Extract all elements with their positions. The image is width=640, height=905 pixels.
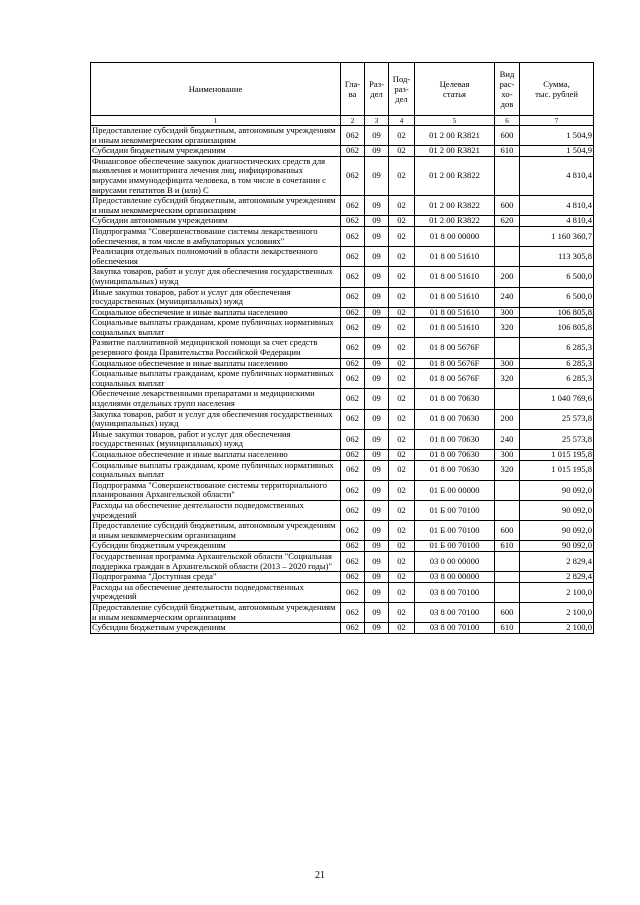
- row-expense-type: 200: [495, 267, 520, 287]
- row-amount: 25 573,8: [520, 409, 594, 429]
- row-podrazdel: 02: [389, 521, 415, 541]
- table-row: [91, 389, 594, 409]
- table-row: [91, 551, 594, 571]
- table-row: [91, 582, 594, 602]
- row-target-article: 01 8 00 70630: [415, 409, 495, 429]
- row-expense-type: [495, 551, 520, 571]
- row-razdel: 09: [365, 196, 389, 216]
- row-glava: 062: [341, 582, 365, 602]
- header-glava-text: Гла- ва: [344, 79, 361, 99]
- row-glava: 062: [341, 338, 365, 358]
- row-name: Субсидии бюджетным учреждениям: [91, 623, 341, 634]
- row-name: Субсидии бюджетным учреждениям: [91, 541, 341, 552]
- row-glava: 062: [341, 226, 365, 246]
- row-expense-type: 300: [495, 450, 520, 461]
- row-glava: 062: [341, 358, 365, 369]
- row-name: Социальные выплаты гражданам, кроме публичных нормативных социальных выплат: [91, 318, 341, 338]
- table-row: [91, 126, 594, 146]
- table-row: [91, 450, 594, 461]
- row-expense-type: 600: [495, 126, 520, 146]
- row-target-article: 01 Б 00 70100: [415, 521, 495, 541]
- header-podrazdel: [389, 63, 415, 116]
- header-razdel-text: Раз- дел: [369, 79, 384, 99]
- row-glava: 062: [341, 572, 365, 583]
- table-row: [91, 409, 594, 429]
- row-podrazdel: 02: [389, 226, 415, 246]
- row-target-article: 01 2 00 R3821: [415, 146, 495, 157]
- row-glava: 062: [341, 156, 365, 195]
- row-podrazdel: 02: [389, 551, 415, 571]
- row-expense-type: [495, 572, 520, 583]
- row-name: Закупка товаров, работ и услуг для обеспечения государственных (муниципальных) нужд: [91, 267, 341, 287]
- row-target-article: 01 8 00 51610: [415, 287, 495, 307]
- row-amount: 6 500,0: [520, 287, 594, 307]
- row-amount: 2 829,4: [520, 572, 594, 583]
- row-razdel: 09: [365, 156, 389, 195]
- row-amount: 90 092,0: [520, 541, 594, 552]
- table-row: [91, 521, 594, 541]
- row-podrazdel: 02: [389, 338, 415, 358]
- row-glava: 062: [341, 267, 365, 287]
- row-razdel: 09: [365, 267, 389, 287]
- row-podrazdel: 02: [389, 480, 415, 500]
- row-amount: 1 015 195,8: [520, 450, 594, 461]
- row-name: Предоставление субсидий бюджетным, автономным учреждениям и иным некоммерческим организациям: [91, 602, 341, 622]
- row-glava: 062: [341, 389, 365, 409]
- row-amount: 90 092,0: [520, 480, 594, 500]
- row-expense-type: 620: [495, 216, 520, 227]
- row-glava: 062: [341, 247, 365, 267]
- row-name: Субсидии бюджетным учреждениям: [91, 146, 341, 157]
- table-row: [91, 156, 594, 195]
- row-amount: 4 810,4: [520, 156, 594, 195]
- row-target-article: 01 8 00 51610: [415, 318, 495, 338]
- table-row: [91, 146, 594, 157]
- row-amount: 6 285,3: [520, 369, 594, 389]
- row-name: Расходы на обеспечение деятельности подведомственных учреждений: [91, 582, 341, 602]
- table-row: [91, 196, 594, 216]
- row-target-article: 01 8 00 70630: [415, 460, 495, 480]
- row-amount: 2 829,4: [520, 551, 594, 571]
- row-target-article: 01 8 00 51610: [415, 247, 495, 267]
- row-target-article: 01 8 00 00000: [415, 226, 495, 246]
- row-razdel: 09: [365, 500, 389, 520]
- row-expense-type: [495, 500, 520, 520]
- row-razdel: 09: [365, 602, 389, 622]
- row-razdel: 09: [365, 247, 389, 267]
- row-name: Социальное обеспечение и иные выплаты населению: [91, 307, 341, 318]
- row-glava: 062: [341, 500, 365, 520]
- row-razdel: 09: [365, 480, 389, 500]
- row-razdel: 09: [365, 338, 389, 358]
- column-number-row: [91, 116, 594, 126]
- row-target-article: 03 8 00 70100: [415, 582, 495, 602]
- header-sum-text: Сумма, тыс. рублей: [535, 79, 578, 99]
- row-podrazdel: 02: [389, 429, 415, 449]
- row-razdel: 09: [365, 216, 389, 227]
- row-glava: 062: [341, 369, 365, 389]
- row-podrazdel: 02: [389, 196, 415, 216]
- row-podrazdel: 02: [389, 460, 415, 480]
- header-razdel: [365, 63, 389, 116]
- row-target-article: 01 Б 00 70100: [415, 500, 495, 520]
- row-expense-type: [495, 582, 520, 602]
- row-podrazdel: 02: [389, 247, 415, 267]
- row-podrazdel: 02: [389, 126, 415, 146]
- row-expense-type: [495, 480, 520, 500]
- row-glava: 062: [341, 541, 365, 552]
- row-podrazdel: 02: [389, 318, 415, 338]
- row-amount: 1 160 360,7: [520, 226, 594, 246]
- row-podrazdel: 02: [389, 389, 415, 409]
- table-row: [91, 429, 594, 449]
- row-podrazdel: 02: [389, 267, 415, 287]
- row-name: Подпрограмма "Совершенствование системы лекарственного обеспечения, в том числе в амбулаторных условиях": [91, 226, 341, 246]
- row-amount: 90 092,0: [520, 521, 594, 541]
- row-glava: 062: [341, 450, 365, 461]
- row-name: Предоставление субсидий бюджетным, автономным учреждениям и иным некоммерческим организациям: [91, 196, 341, 216]
- row-podrazdel: 02: [389, 156, 415, 195]
- row-target-article: 01 Б 00 00000: [415, 480, 495, 500]
- table-row: [91, 541, 594, 552]
- row-amount: 4 810,4: [520, 216, 594, 227]
- column-number: 7: [520, 116, 594, 126]
- header-vid-text: Вид рас- хо- дов: [499, 69, 515, 109]
- row-razdel: 09: [365, 572, 389, 583]
- row-podrazdel: 02: [389, 602, 415, 622]
- row-target-article: 01 8 00 70630: [415, 450, 495, 461]
- table-row: [91, 226, 594, 246]
- row-target-article: 01 8 00 5676F: [415, 358, 495, 369]
- row-target-article: 01 8 00 5676F: [415, 338, 495, 358]
- table-row: [91, 267, 594, 287]
- table-row: [91, 216, 594, 227]
- row-target-article: 01 8 00 70630: [415, 389, 495, 409]
- row-razdel: 09: [365, 358, 389, 369]
- row-target-article: 01 2 00 R3822: [415, 156, 495, 195]
- row-target-article: 01 8 00 51610: [415, 267, 495, 287]
- row-name: Государственная программа Архангельской области "Социальная поддержка граждан в Архангельской области (2013 – 2020 годы)": [91, 551, 341, 571]
- row-razdel: 09: [365, 450, 389, 461]
- table-body: [91, 126, 594, 634]
- row-target-article: 03 8 00 70100: [415, 602, 495, 622]
- row-podrazdel: 02: [389, 358, 415, 369]
- row-podrazdel: 02: [389, 450, 415, 461]
- row-target-article: 03 0 00 00000: [415, 551, 495, 571]
- row-razdel: 09: [365, 429, 389, 449]
- header-target-text: Целевая статья: [439, 79, 470, 99]
- header-vid: [495, 63, 520, 116]
- row-target-article: 03 8 00 70100: [415, 623, 495, 634]
- row-glava: 062: [341, 216, 365, 227]
- row-razdel: 09: [365, 460, 389, 480]
- row-expense-type: 610: [495, 146, 520, 157]
- row-amount: 6 285,3: [520, 358, 594, 369]
- row-razdel: 09: [365, 551, 389, 571]
- row-razdel: 09: [365, 582, 389, 602]
- row-expense-type: 320: [495, 460, 520, 480]
- row-expense-type: [495, 247, 520, 267]
- header-name: [91, 63, 341, 116]
- row-glava: 062: [341, 429, 365, 449]
- row-glava: 062: [341, 521, 365, 541]
- row-name: Расходы на обеспечение деятельности подведомственных учреждений: [91, 500, 341, 520]
- row-podrazdel: 02: [389, 409, 415, 429]
- row-name: Реализация отдельных полномочий в области лекарственного обеспечения: [91, 247, 341, 267]
- table-row: [91, 247, 594, 267]
- row-razdel: 09: [365, 226, 389, 246]
- row-name: Обеспечение лекарственными препаратами и медицинскими изделиями отдельных групп населения: [91, 389, 341, 409]
- table-row: [91, 287, 594, 307]
- row-expense-type: 600: [495, 196, 520, 216]
- row-podrazdel: 02: [389, 369, 415, 389]
- row-glava: 062: [341, 287, 365, 307]
- row-target-article: 03 8 00 00000: [415, 572, 495, 583]
- row-expense-type: 610: [495, 623, 520, 634]
- row-name: Развитие паллиативной медицинской помощи за счет средств резервного фонда Правительства Российской Федерации: [91, 338, 341, 358]
- row-target-article: 01 2 00 R3821: [415, 126, 495, 146]
- table-row: [91, 602, 594, 622]
- table-row: [91, 460, 594, 480]
- row-podrazdel: 02: [389, 146, 415, 157]
- row-expense-type: 600: [495, 521, 520, 541]
- row-glava: 062: [341, 409, 365, 429]
- row-amount: 4 810,4: [520, 196, 594, 216]
- row-glava: 062: [341, 623, 365, 634]
- row-name: Социальное обеспечение и иные выплаты населению: [91, 358, 341, 369]
- table-row: [91, 480, 594, 500]
- row-amount: 25 573,8: [520, 429, 594, 449]
- table-row: [91, 318, 594, 338]
- row-amount: 1 015 195,8: [520, 460, 594, 480]
- row-name: Социальные выплаты гражданам, кроме публичных нормативных социальных выплат: [91, 460, 341, 480]
- row-glava: 062: [341, 551, 365, 571]
- table-row: [91, 572, 594, 583]
- row-name: Иные закупки товаров, работ и услуг для обеспечения государственных (муниципальных) нужд: [91, 287, 341, 307]
- row-glava: 062: [341, 480, 365, 500]
- row-amount: 90 092,0: [520, 500, 594, 520]
- column-number: 2: [341, 116, 365, 126]
- row-amount: 106 805,8: [520, 307, 594, 318]
- row-target-article: 01 8 00 5676F: [415, 369, 495, 389]
- row-amount: 2 100,0: [520, 623, 594, 634]
- row-podrazdel: 02: [389, 623, 415, 634]
- row-glava: 062: [341, 307, 365, 318]
- row-amount: 2 100,0: [520, 582, 594, 602]
- header-target: [415, 63, 495, 116]
- row-glava: 062: [341, 318, 365, 338]
- row-name: Социальные выплаты гражданам, кроме публичных нормативных социальных выплат: [91, 369, 341, 389]
- row-name: Подпрограмма "Доступная среда": [91, 572, 341, 583]
- row-podrazdel: 02: [389, 541, 415, 552]
- row-razdel: 09: [365, 623, 389, 634]
- header-sum: [520, 63, 594, 116]
- row-target-article: 01 2 00 R3822: [415, 196, 495, 216]
- row-razdel: 09: [365, 146, 389, 157]
- budget-table: [90, 62, 594, 634]
- row-razdel: 09: [365, 521, 389, 541]
- row-razdel: 09: [365, 409, 389, 429]
- row-expense-type: 240: [495, 287, 520, 307]
- page-number: 21: [315, 870, 325, 881]
- row-amount: 106 805,8: [520, 318, 594, 338]
- row-razdel: 09: [365, 126, 389, 146]
- row-name: Социальное обеспечение и иные выплаты населению: [91, 450, 341, 461]
- row-amount: 6 285,3: [520, 338, 594, 358]
- table-row: [91, 623, 594, 634]
- column-number: 3: [365, 116, 389, 126]
- row-name: Подпрограмма "Совершенствование системы территориального планирования Архангельской области": [91, 480, 341, 500]
- table-row: [91, 500, 594, 520]
- row-expense-type: 600: [495, 602, 520, 622]
- row-expense-type: 300: [495, 358, 520, 369]
- row-expense-type: 320: [495, 369, 520, 389]
- row-target-article: 01 8 00 51610: [415, 307, 495, 318]
- row-name: Финансовое обеспечение закупок диагностических средств для выявления и мониторинга лечения лиц, инфицированных вирусами иммунодефицита человека, в том числе в сочетании с вирусами гепатитов B и (или) C: [91, 156, 341, 195]
- row-amount: 1 040 769,6: [520, 389, 594, 409]
- row-expense-type: [495, 156, 520, 195]
- row-podrazdel: 02: [389, 287, 415, 307]
- row-expense-type: 300: [495, 307, 520, 318]
- row-target-article: 01 Б 00 70100: [415, 541, 495, 552]
- row-expense-type: [495, 389, 520, 409]
- row-expense-type: [495, 226, 520, 246]
- row-expense-type: 320: [495, 318, 520, 338]
- row-podrazdel: 02: [389, 216, 415, 227]
- row-expense-type: 610: [495, 541, 520, 552]
- row-name: Субсидии автономным учреждениям: [91, 216, 341, 227]
- row-expense-type: 240: [495, 429, 520, 449]
- row-glava: 062: [341, 602, 365, 622]
- column-number: 4: [389, 116, 415, 126]
- row-amount: 113 305,8: [520, 247, 594, 267]
- row-razdel: 09: [365, 307, 389, 318]
- row-glava: 062: [341, 196, 365, 216]
- header-podrazdel-text: Под- раз- дел: [392, 74, 411, 104]
- table-row: [91, 307, 594, 318]
- row-glava: 062: [341, 146, 365, 157]
- row-podrazdel: 02: [389, 500, 415, 520]
- row-amount: 1 504,9: [520, 146, 594, 157]
- table-row: [91, 338, 594, 358]
- row-target-article: 01 2 00 R3822: [415, 216, 495, 227]
- row-podrazdel: 02: [389, 582, 415, 602]
- row-razdel: 09: [365, 318, 389, 338]
- row-podrazdel: 02: [389, 307, 415, 318]
- table-row: [91, 358, 594, 369]
- row-name: Предоставление субсидий бюджетным, автономным учреждениям и иным некоммерческим организациям: [91, 126, 341, 146]
- row-razdel: 09: [365, 369, 389, 389]
- header-name-text: Наименование: [188, 84, 243, 94]
- row-name: Закупка товаров, работ и услуг для обеспечения государственных (муниципальных) нужд: [91, 409, 341, 429]
- row-razdel: 09: [365, 541, 389, 552]
- column-number: 1: [91, 116, 341, 126]
- row-expense-type: 200: [495, 409, 520, 429]
- row-amount: 2 100,0: [520, 602, 594, 622]
- table-row: [91, 369, 594, 389]
- column-number: 5: [415, 116, 495, 126]
- column-number: 6: [495, 116, 520, 126]
- row-glava: 062: [341, 460, 365, 480]
- row-razdel: 09: [365, 287, 389, 307]
- header-glava: [341, 63, 365, 116]
- row-razdel: 09: [365, 389, 389, 409]
- header-row: [91, 63, 594, 116]
- row-name: Иные закупки товаров, работ и услуг для обеспечения государственных (муниципальных) нужд: [91, 429, 341, 449]
- row-name: Предоставление субсидий бюджетным, автономным учреждениям и иным некоммерческим организациям: [91, 521, 341, 541]
- row-amount: 1 504,9: [520, 126, 594, 146]
- row-expense-type: [495, 338, 520, 358]
- row-amount: 6 500,0: [520, 267, 594, 287]
- row-podrazdel: 02: [389, 572, 415, 583]
- row-target-article: 01 8 00 70630: [415, 429, 495, 449]
- row-glava: 062: [341, 126, 365, 146]
